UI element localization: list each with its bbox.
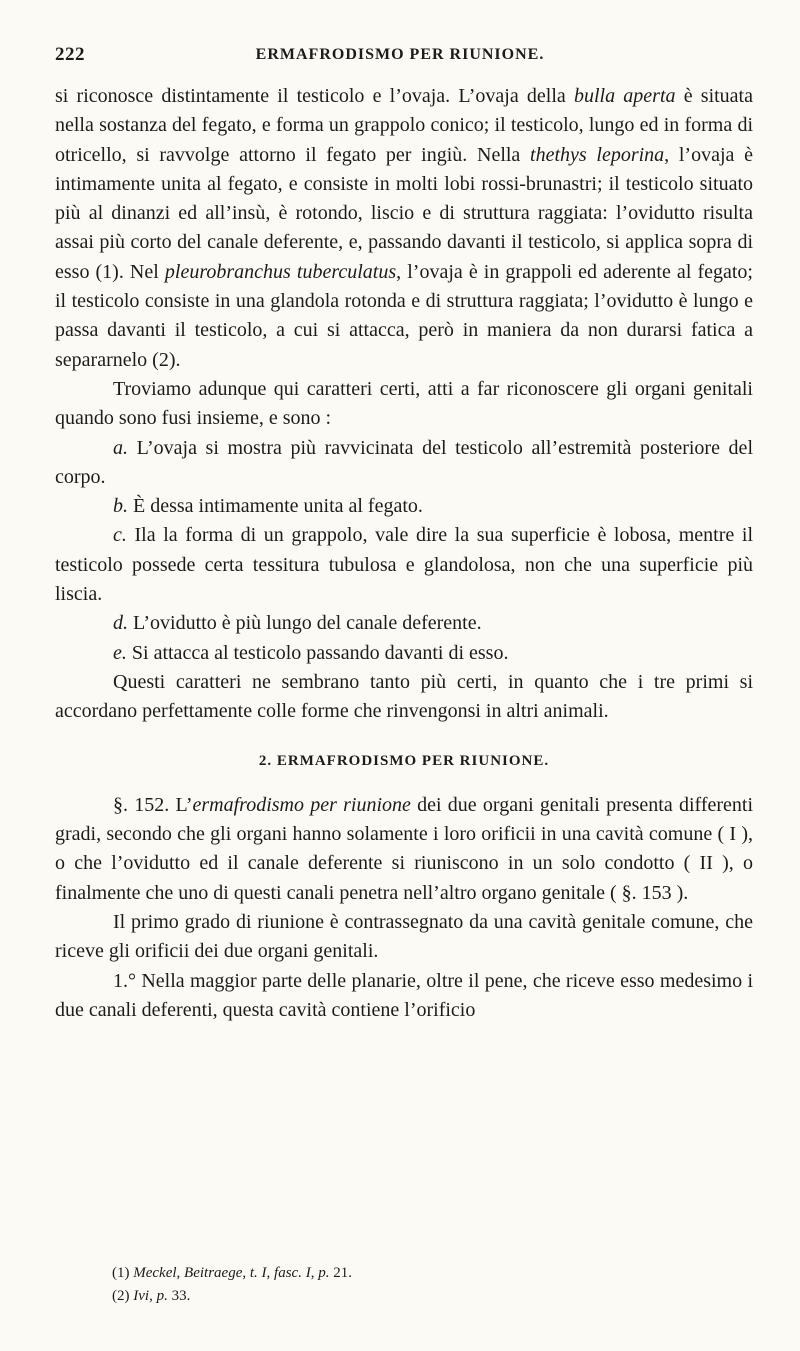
text-run: , <box>149 1288 157 1304</box>
footnote-volume: t. I <box>249 1265 267 1281</box>
item-text: È dessa intimamente unita al fegato. <box>128 495 423 518</box>
list-item <box>55 609 753 638</box>
paragraph-3: Questi caratteri ne sembrano tanto più certi, in quanto che i tre primi si accordano perfettamente colle forme che rinvengonsi in altri animali. <box>55 670 753 723</box>
list-item <box>55 521 753 609</box>
page-number: 222 <box>55 44 85 65</box>
footnote-page-number: 33. <box>167 1288 191 1304</box>
footnote-fascicle: fasc. I <box>274 1265 311 1281</box>
paragraph-4 <box>55 791 753 908</box>
footnote-page-number: 21. <box>329 1265 352 1281</box>
item-letter: c. <box>113 524 127 547</box>
italic-term: bulla aperta <box>573 85 676 107</box>
item-text: L’ovidutto è più lungo del canale deferente. <box>128 612 482 635</box>
text-run: si riconosce distintamente il testicolo e l’ovaja. L’ovaja della <box>55 85 574 107</box>
italic-term: pleurobranchus tuberculatus <box>164 260 397 283</box>
item-letter: e. <box>113 641 127 664</box>
text-run: , <box>176 1265 185 1281</box>
footnote-author: Meckel <box>133 1265 177 1281</box>
item-text: Si attacca al testicolo passando davanti di esso. <box>126 641 509 664</box>
text-run: , l’ovaja è in grappoli ed aderente al fegato; il testicolo consiste in una glandola rotonda e di struttura raggiata; l’ovidutto è lungo e passa davanti il testicolo, a cui si attacca, però in maniera da non durarsi fatica a separarnelo (2). <box>55 260 753 371</box>
text-run: è situata nella sostanza del fegato, e forma un grappolo conico; il testicolo, lungo ed in forma di otricello, si ravvolge attorno il fegato per ingiù. Nella <box>55 85 753 166</box>
item-letter: b. <box>113 495 128 518</box>
paragraph-6: 1.° Nella maggior parte delle planarie, oltre il pene, che riceve esso medesimo i due canali deferenti, questa cavità contiene l’orificio <box>55 969 753 1021</box>
item-letter: d. <box>113 612 128 635</box>
footnote-number: (1) <box>112 1265 134 1281</box>
footnote-2 <box>112 1285 752 1308</box>
footnote-1 <box>112 1262 752 1285</box>
text-run: , l’ovaja è intimamente unita al fegato, e consiste in molti lobi rossi-brunastri; il testicolo situato più al dinanzi ed all’insù, è rotondo, liscio e di struttura raggiata: l’ovidutto risulta assai più corto del canale deferente, e, passando davanti il testicolo, si applica sopra di esso (1). Nel <box>55 143 753 283</box>
section-heading: 2. ERMAFRODISMO PER RIUNIONE. <box>258 752 550 769</box>
running-title: ERMAFRODISMO PER RIUNIONE. <box>255 46 545 63</box>
paragraph-2: Troviamo adunque qui caratteri certi, atti a far riconoscere gli organi genitali quando sono fusi insieme, e sono : <box>55 377 753 430</box>
text-run: , <box>242 1265 250 1281</box>
text-run: dei due organi genitali presenta differenti gradi, secondo che gli organi hanno solamente i loro orificii in una cavità comune ( I ), o che l’ovidutto ed il canale deferente si riuniscono in un solo condotto ( II ), o finalmente che uno di questi canali penetra nell’altro organo genitale ( §. 153 ). <box>55 793 754 904</box>
item-letter: a. <box>113 436 128 459</box>
footnote-number: (2) <box>112 1288 134 1304</box>
list-item <box>55 492 753 521</box>
list-item <box>55 639 753 668</box>
paragraph-1 <box>55 82 753 375</box>
list-item <box>55 434 753 493</box>
italic-term: thethys leporina <box>530 143 665 166</box>
footnote-work: Beitraege <box>184 1265 243 1281</box>
running-head <box>55 44 745 84</box>
paragraph-5: Il primo grado di riunione è contrassegnato da una cavità genitale comune, che riceve gli orificii dei due organi genitali. <box>55 911 753 963</box>
footnote-author: Ivi <box>133 1288 150 1304</box>
text-run: , <box>310 1265 319 1281</box>
item-text: Ila la forma di un grappolo, vale dire la sua superficie è lobosa, mentre il testicolo possede certa tessitura tubulosa e glandolosa, non che una superficie più liscia. <box>55 524 753 606</box>
text-run: §. 152. L’ <box>113 793 193 816</box>
footnotes <box>112 1262 752 1308</box>
footnote-page-abbr: p. <box>156 1288 168 1304</box>
italic-term: ermafrodismo per riunione <box>192 793 411 816</box>
body-text <box>55 82 753 1025</box>
footnote-page-abbr: p. <box>318 1265 330 1281</box>
item-text: L’ovaja si mostra più ravvicinata del testicolo all’estremità posteriore del corpo. <box>55 436 753 488</box>
text-run: , <box>266 1265 275 1281</box>
